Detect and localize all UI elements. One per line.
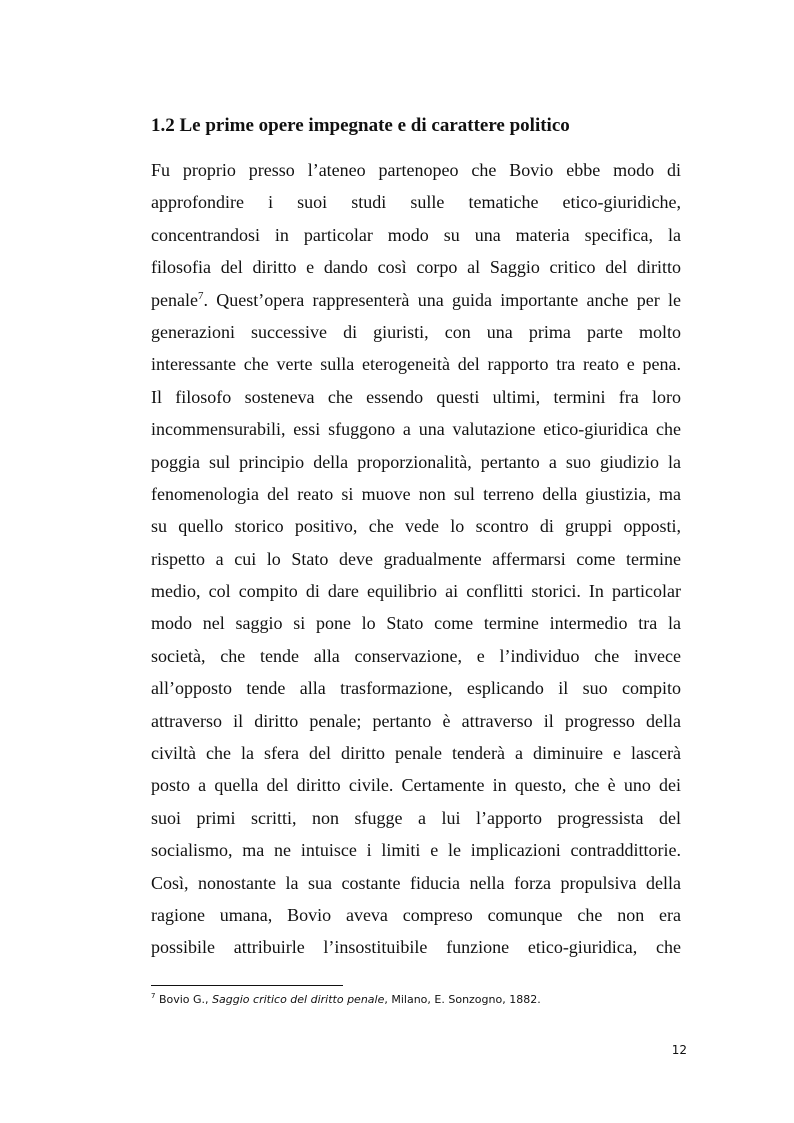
footnote-publisher: , Milano, E. Sonzogno, 1882. (384, 993, 541, 1006)
text-line: medio, col compito di dare equilibrio ai conflitti storici. In particolar (151, 581, 681, 602)
text-line: posto a quella del diritto civile. Certamente in questo, che è uno dei (151, 775, 681, 796)
section-heading: 1.2 Le prime opere impegnate e di carattere politico (151, 115, 570, 136)
text-fragment: penale (151, 289, 198, 310)
text-line: rispetto a cui lo Stato deve gradualmente affermarsi come termine (151, 548, 681, 569)
footnote (151, 992, 691, 1008)
footnote-title: Saggio critico del diritto penale (212, 993, 385, 1006)
text-line-with-footnote-ref (151, 284, 681, 316)
footnote-reference[interactable]: 7 (197, 289, 204, 302)
text-line: civiltà che la sfera del diritto penale tenderà a diminuire e lascerà (151, 743, 681, 764)
page-number: 12 (671, 1043, 687, 1057)
footnote-author: Bovio G., (155, 993, 213, 1006)
text-line: attraverso il diritto penale; pertanto è attraverso il progresso della (151, 710, 681, 731)
text-line: filosofia del diritto e dando così corpo al Saggio critico del diritto (151, 257, 681, 278)
text-line: approfondire i suoi studi sulle tematiche etico-giuridiche, (151, 192, 681, 213)
text-line: modo nel saggio si pone lo Stato come termine intermedio tra la (151, 613, 681, 634)
footnote-divider (151, 985, 343, 986)
footnote-mark: 7 (151, 992, 156, 1000)
text-line: interessante che verte sulla eterogeneità del rapporto tra reato e pena. (151, 354, 681, 375)
text-line: incommensurabili, essi sfuggono a una valutazione etico-giuridica che (151, 419, 681, 440)
text-fragment: . Quest’opera rappresenterà una guida importante anche per le (203, 289, 681, 310)
text-line: suoi primi scritti, non sfugge a lui l’apporto progressista del (151, 807, 681, 828)
text-line: possibile attribuirle l’insostituibile funzione etico-giuridica, che (151, 937, 681, 958)
text-line: socialismo, ma ne intuisce i limiti e le implicazioni contraddittorie. (151, 840, 681, 861)
text-line: Il filosofo sosteneva che essendo questi ultimi, termini fra loro (151, 386, 681, 407)
text-line: fenomenologia del reato si muove non sul terreno della giustizia, ma (151, 483, 681, 504)
text-line: all’opposto tende alla trasformazione, esplicando il suo compito (151, 678, 681, 699)
body-paragraph (151, 154, 681, 964)
text-line: società, che tende alla conservazione, e l’individuo che invece (151, 645, 681, 666)
text-line: ragione umana, Bovio aveva compreso comunque che non era (151, 904, 681, 925)
text-line: concentrandosi in particolar modo su una materia specifica, la (151, 224, 681, 245)
text-line: su quello storico positivo, che vede lo scontro di gruppi opposti, (151, 516, 681, 537)
text-line: Fu proprio presso l’ateneo partenopeo che Bovio ebbe modo di (151, 160, 681, 180)
text-line: Così, nonostante la sua costante fiducia nella forza propulsiva della (151, 872, 681, 893)
text-line: generazioni successive di giuristi, con una prima parte molto (151, 321, 681, 342)
text-line: poggia sul principio della proporzionalità, pertanto a suo giudizio la (151, 451, 681, 472)
